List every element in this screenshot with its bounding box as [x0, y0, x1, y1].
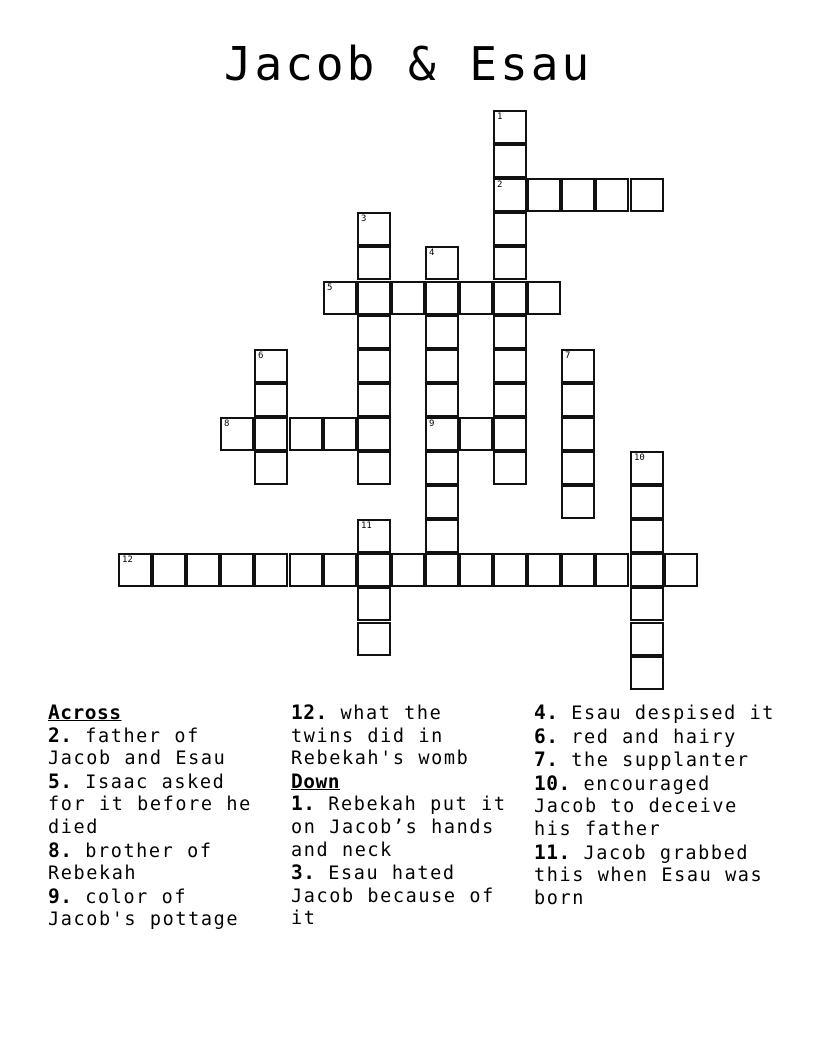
cell-number: 10: [634, 453, 645, 463]
grid-cell[interactable]: [595, 178, 629, 212]
grid-cell[interactable]: [630, 485, 664, 519]
cell-number: 5: [327, 283, 333, 293]
grid-cell[interactable]: [254, 383, 288, 417]
grid-cell[interactable]: [561, 417, 595, 451]
cell-number: 2: [497, 180, 503, 190]
clue-text: Jacob grabbed this when Esau was born: [534, 842, 764, 909]
grid-cell[interactable]: [357, 383, 391, 417]
grid-cell[interactable]: [493, 178, 527, 212]
cell-number: 3: [361, 214, 367, 224]
clue-text: what the twins did in Rebekah's womb: [291, 703, 470, 770]
clue-across-12: [291, 702, 517, 771]
grid-cell[interactable]: [493, 281, 527, 315]
grid-cell[interactable]: [595, 553, 629, 587]
puzzle-title: Jacob & Esau: [223, 37, 593, 91]
grid-cell[interactable]: [425, 281, 459, 315]
clue-down-4: [534, 702, 779, 726]
grid-cell[interactable]: [561, 553, 595, 587]
cell-number: 8: [224, 419, 230, 429]
grid-cell[interactable]: [152, 553, 186, 587]
clues-column-1: [48, 702, 274, 932]
grid-cell[interactable]: [357, 315, 391, 349]
clue-number: 5.: [48, 769, 73, 793]
clue-number: 9.: [48, 884, 73, 908]
grid-cell[interactable]: [289, 417, 323, 451]
grid-cell[interactable]: [357, 451, 391, 485]
grid-cell[interactable]: [425, 383, 459, 417]
grid-cell[interactable]: [425, 485, 459, 519]
grid-cell[interactable]: [391, 281, 425, 315]
clues-column-3: [534, 702, 779, 910]
across-heading: Across: [48, 701, 122, 724]
cell-number: 9: [429, 419, 435, 429]
down-heading: Down: [291, 769, 340, 793]
grid-cell[interactable]: [357, 587, 391, 621]
grid-cell[interactable]: [357, 519, 391, 553]
grid-cell[interactable]: [357, 281, 391, 315]
clue-number: 7.: [534, 748, 559, 772]
grid-cell[interactable]: [527, 281, 561, 315]
grid-cell[interactable]: [493, 110, 527, 144]
clue-text: Esau despised it: [571, 703, 776, 724]
grid-cell[interactable]: [630, 178, 664, 212]
clues-column-2: [291, 702, 517, 931]
clue-number: 1.: [291, 792, 316, 816]
grid-cell[interactable]: [459, 281, 493, 315]
grid-cell[interactable]: [357, 622, 391, 656]
clue-number: 4.: [534, 701, 559, 724]
grid-cell[interactable]: [630, 553, 664, 587]
clue-text: Isaac asked for it before he died: [48, 771, 252, 838]
grid-cell[interactable]: [254, 553, 288, 587]
grid-cell[interactable]: [254, 349, 288, 383]
grid-cell[interactable]: [630, 451, 664, 485]
grid-cell[interactable]: [425, 553, 459, 587]
cell-number: 4: [429, 248, 435, 258]
grid-cell[interactable]: [425, 349, 459, 383]
cell-number: 6: [258, 351, 264, 361]
grid-cell[interactable]: [493, 417, 527, 451]
clue-across-8: [48, 840, 274, 886]
clue-down-6: [534, 726, 779, 750]
grid-cell[interactable]: [493, 315, 527, 349]
grid-cell[interactable]: [561, 485, 595, 519]
clue-down-1: [291, 793, 517, 862]
clue-text: encouraged Jacob to deceive his father: [534, 773, 738, 840]
grid-cell[interactable]: [459, 417, 493, 451]
grid-cell[interactable]: [357, 417, 391, 451]
clue-text: Esau hated Jacob because of it: [291, 863, 495, 930]
grid-cell[interactable]: [289, 553, 323, 587]
clue-down-11: [534, 842, 779, 911]
grid-cell[interactable]: [357, 246, 391, 280]
grid-cell[interactable]: [357, 349, 391, 383]
grid-cell[interactable]: [357, 553, 391, 587]
grid-cell[interactable]: [425, 519, 459, 553]
grid-cell[interactable]: [254, 417, 288, 451]
clue-down-7: [534, 749, 779, 773]
grid-cell[interactable]: [493, 383, 527, 417]
grid-cell[interactable]: [493, 144, 527, 178]
clue-down-3: [291, 862, 517, 931]
grid-cell[interactable]: [561, 451, 595, 485]
cell-number: 11: [361, 521, 372, 531]
grid-cell[interactable]: [186, 553, 220, 587]
clue-across-2: [48, 725, 274, 771]
clue-text: Rebekah put it on Jacob’s hands and neck: [291, 794, 507, 861]
clue-text: brother of Rebekah: [48, 840, 213, 885]
clue-text: color of Jacob's pottage: [48, 886, 240, 931]
clue-text: father of Jacob and Esau: [48, 725, 227, 770]
clue-text: the supplanter: [571, 750, 750, 772]
grid-cell[interactable]: [493, 349, 527, 383]
clue-down-10: [534, 773, 779, 842]
clue-number: 12.: [291, 701, 328, 724]
grid-cell[interactable]: [459, 553, 493, 587]
grid-cell[interactable]: [664, 553, 698, 587]
grid-cell[interactable]: [391, 553, 425, 587]
clue-across-9: [48, 886, 274, 932]
grid-cell[interactable]: [254, 451, 288, 485]
clue-text: red and hairy: [571, 726, 737, 748]
clue-number: 10.: [534, 771, 571, 795]
grid-cell[interactable]: [561, 349, 595, 383]
grid-cell[interactable]: [425, 417, 459, 451]
grid-cell[interactable]: [220, 553, 254, 587]
grid-cell[interactable]: [118, 553, 152, 587]
grid-cell[interactable]: [493, 451, 527, 485]
grid-cell[interactable]: [527, 178, 561, 212]
clue-number: 2.: [48, 723, 73, 747]
grid-cell[interactable]: [425, 246, 459, 280]
clue-across-5: [48, 771, 274, 840]
grid-cell[interactable]: [561, 178, 595, 212]
grid-cell[interactable]: [561, 383, 595, 417]
cell-number: 1: [497, 112, 503, 122]
grid-cell[interactable]: [630, 622, 664, 656]
clue-number: 8.: [48, 838, 73, 862]
grid-cell[interactable]: [493, 212, 527, 246]
grid-cell[interactable]: [323, 417, 357, 451]
clue-number: 6.: [534, 724, 559, 748]
grid-cell[interactable]: [323, 553, 357, 587]
clue-number: 3.: [291, 861, 316, 885]
cell-number: 12: [122, 555, 133, 565]
grid-cell[interactable]: [220, 417, 254, 451]
grid-cell[interactable]: [357, 212, 391, 246]
clue-number: 11.: [534, 840, 571, 864]
grid-cell[interactable]: [493, 246, 527, 280]
cell-number: 7: [565, 351, 571, 361]
grid-cell[interactable]: [630, 519, 664, 553]
grid-cell[interactable]: [527, 553, 561, 587]
grid-cell[interactable]: [630, 587, 664, 621]
grid-cell[interactable]: [425, 315, 459, 349]
grid-cell[interactable]: [630, 656, 664, 690]
grid-cell[interactable]: [493, 553, 527, 587]
grid-cell[interactable]: [425, 451, 459, 485]
grid-cell[interactable]: [323, 281, 357, 315]
